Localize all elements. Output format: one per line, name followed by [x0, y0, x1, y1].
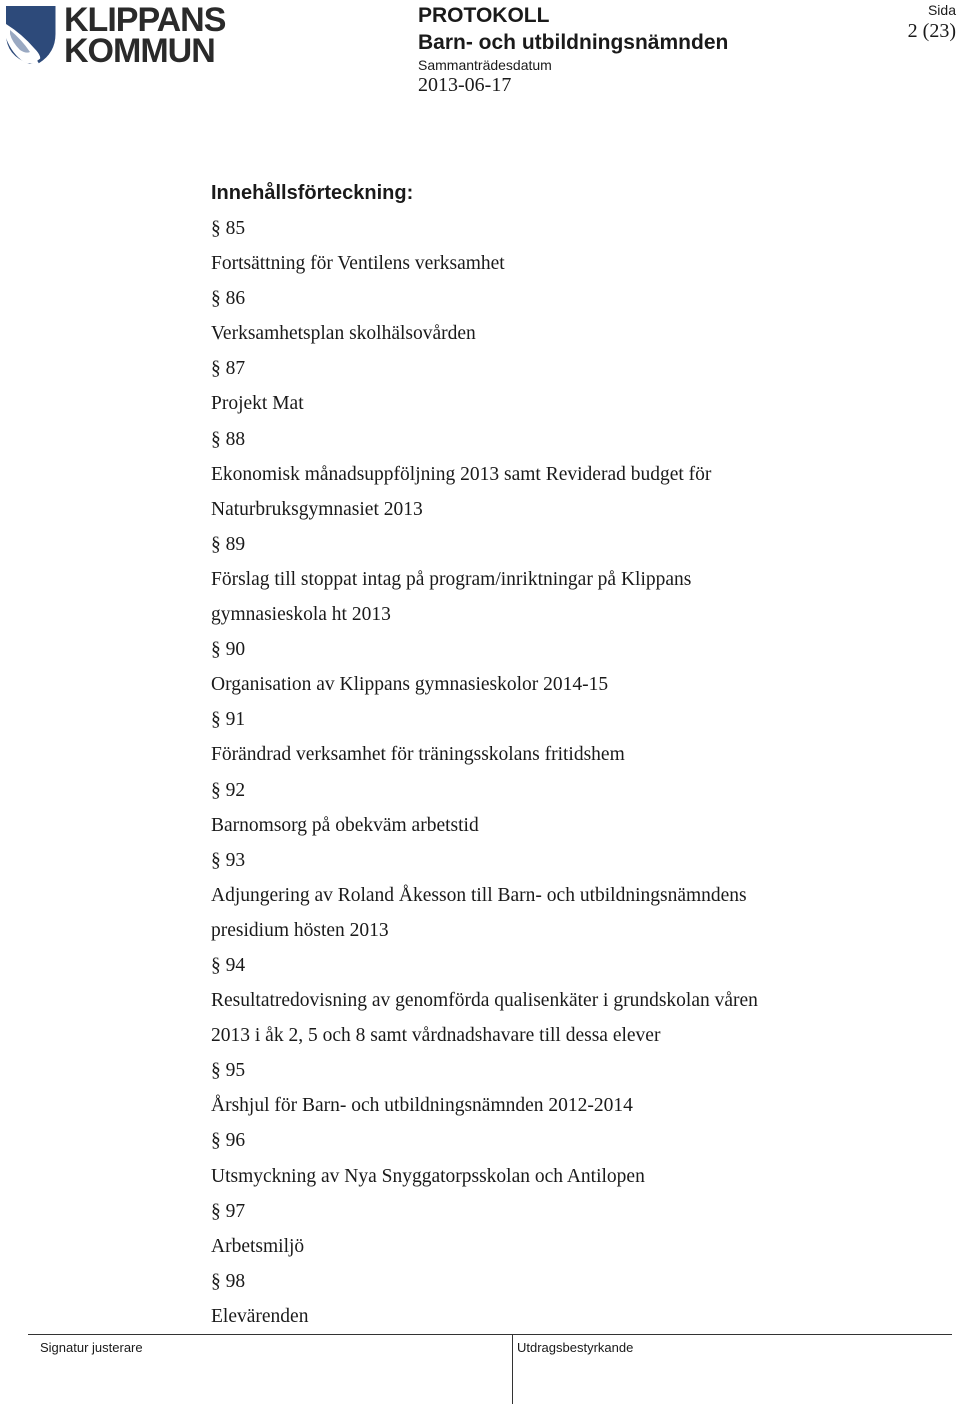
municipality-logo — [4, 1, 226, 70]
toc-section-number: § 96 — [211, 1130, 246, 1152]
toc-item-title: gymnasieskola ht 2013 — [211, 604, 391, 626]
meeting-date-label: Sammanträdesdatum — [418, 57, 552, 73]
toc-item-title: Barnomsorg på obekväm arbetstid — [211, 814, 479, 836]
toc-section-number: § 94 — [211, 954, 246, 976]
toc-section-number: § 93 — [211, 849, 246, 871]
toc-section-number: § 88 — [211, 428, 246, 450]
toc-item-title: Adjungering av Roland Åkesson till Barn- och utbildningsnämndens — [211, 884, 747, 906]
document-header — [418, 4, 818, 98]
toc-section-number: § 87 — [211, 358, 246, 380]
toc-item-title: Förslag till stoppat intag på program/inriktningar på Klippans — [211, 568, 692, 590]
toc-item-title: Resultatredovisning av genomförda qualisenkäter i grundskolan våren — [211, 990, 758, 1012]
logo-text-klippans: KLIPPANS — [64, 1, 226, 39]
toc-heading: Innehållsförteckning: — [211, 182, 414, 204]
extract-certification-label: Utdragsbestyrkande — [517, 1340, 634, 1355]
toc-section-number: § 92 — [211, 779, 246, 801]
toc-section-number: § 91 — [211, 709, 246, 731]
table-of-contents — [211, 176, 911, 1334]
footer-divider — [512, 1334, 513, 1404]
toc-section-number: § 95 — [211, 1060, 246, 1082]
toc-item-title: Verksamhetsplan skolhälsovården — [211, 323, 476, 345]
page-label: Sida — [927, 2, 956, 18]
toc-item-title: Utsmyckning av Nya Snyggatorpsskolan och Antilopen — [211, 1165, 645, 1187]
toc-section-number: § 85 — [211, 218, 246, 239]
document-type: PROTOKOLL — [418, 4, 550, 27]
toc-section-number: § 89 — [211, 533, 246, 555]
coat-of-arms-icon — [4, 4, 60, 66]
toc-item-title: Organisation av Klippans gymnasieskolor 2014-15 — [211, 674, 609, 696]
page-indicator — [908, 2, 956, 44]
toc-section-number: § 90 — [211, 639, 246, 661]
toc-item-title: Förändrad verksamhet för träningsskolans fritidshem — [211, 744, 625, 766]
toc-item-title: Fortsättning för Ventilens verksamhet — [211, 253, 505, 275]
page-number: 2 (23) — [907, 20, 956, 42]
logo-text-kommun: KOMMUN — [64, 32, 215, 70]
toc-item-title: presidium hösten 2013 — [211, 919, 389, 941]
footer-rule — [28, 1334, 952, 1335]
toc-item-title: Årshjul för Barn- och utbildningsnämnden 2012-2014 — [211, 1095, 633, 1117]
toc-section-number: § 98 — [211, 1270, 246, 1292]
meeting-date: 2013-06-17 — [418, 74, 512, 96]
signature-label: Signatur justerare — [40, 1340, 143, 1355]
toc-lines — [211, 211, 911, 1334]
toc-item-title: Ekonomisk månadsuppföljning 2013 samt Reviderad budget för — [211, 463, 712, 485]
toc-item-title: 2013 i åk 2, 5 och 8 samt vårdnadshavare till dessa elever — [211, 1025, 661, 1047]
committee-name: Barn- och utbildningsnämnden — [418, 31, 729, 54]
toc-item-title: Arbetsmiljö — [211, 1235, 305, 1257]
toc-section-number: § 86 — [211, 288, 246, 310]
toc-item-title: Elevärenden — [211, 1305, 309, 1327]
toc-item-title: Naturbruksgymnasiet 2013 — [211, 498, 423, 520]
toc-section-number: § 97 — [211, 1200, 246, 1222]
toc-item-title: Projekt Mat — [211, 393, 304, 415]
